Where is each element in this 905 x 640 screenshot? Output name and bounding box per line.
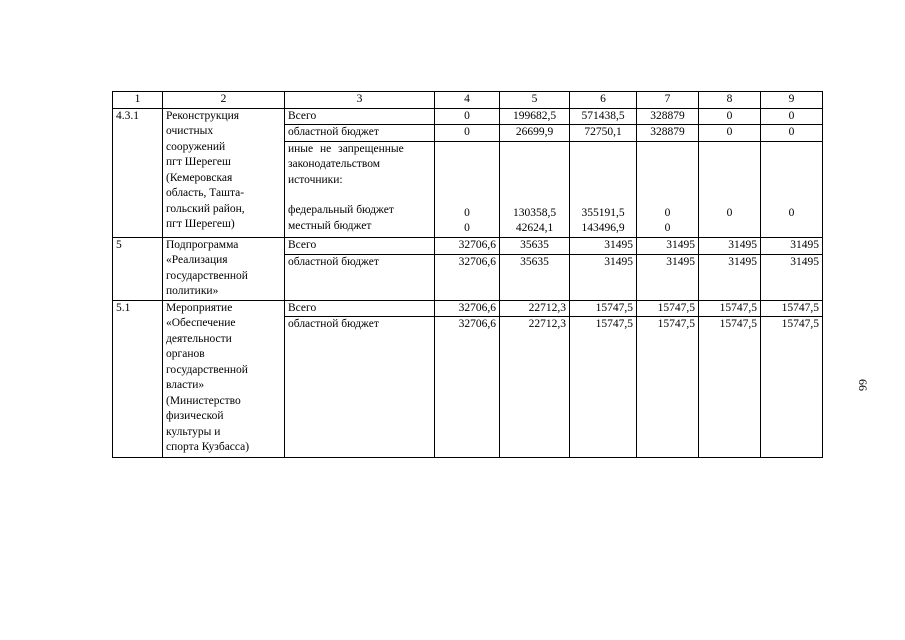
value-cell: 0	[761, 108, 823, 125]
header-cell: 6	[570, 92, 637, 109]
value-cell: 31495	[570, 254, 637, 300]
source-label: Всего	[285, 300, 435, 317]
name-line: государственной	[166, 269, 248, 282]
value-line: 130358,5	[512, 206, 557, 219]
value-cell	[637, 141, 699, 237]
header-cell: 5	[500, 92, 570, 109]
value-cell: 35635	[500, 254, 570, 300]
value-cell: 32706,6	[435, 254, 500, 300]
source-label: областной бюджет	[285, 254, 435, 300]
name-line: «Реализация	[166, 254, 228, 266]
value-line: 143496,9	[581, 222, 625, 234]
value-cell: 15747,5	[637, 300, 699, 317]
value-cell: 31495	[699, 254, 761, 300]
value-cell: 31495	[761, 254, 823, 300]
value-line: 0	[664, 206, 671, 219]
name-line: Подпрограмма	[166, 238, 239, 251]
name-line: деятельности	[166, 332, 232, 345]
value-cell: 15747,5	[699, 317, 761, 458]
value-line: 0	[464, 222, 470, 234]
row-name	[163, 300, 285, 458]
value-cell: 26699,9	[500, 125, 570, 142]
table-row	[113, 108, 823, 125]
name-line: гольский район,	[166, 202, 245, 215]
name-line: политики»	[166, 285, 219, 297]
value-cell: 0	[699, 108, 761, 125]
value-cell: 31495	[637, 237, 699, 254]
name-line: спорта Кузбасса)	[166, 441, 250, 453]
table-row	[113, 300, 823, 317]
header-cell: 3	[285, 92, 435, 109]
value-cell: 15747,5	[637, 317, 699, 458]
table-row	[113, 237, 823, 254]
header-cell: 4	[435, 92, 500, 109]
source-label: областной бюджет	[285, 317, 435, 458]
row-name	[163, 237, 285, 300]
value-cell	[435, 141, 500, 237]
value-cell: 31495	[699, 237, 761, 254]
row-name	[163, 108, 285, 237]
header-cell: 1	[113, 92, 163, 109]
name-line: государственной	[166, 363, 248, 376]
name-line: органов	[166, 348, 205, 360]
name-line: очистных	[166, 125, 214, 137]
name-line: сооружений	[166, 140, 226, 153]
value-line: 0	[464, 206, 470, 219]
name-line: (Кемеровская	[166, 171, 233, 184]
value-cell: 32706,6	[435, 317, 500, 458]
value-cell: 0	[761, 141, 823, 237]
value-cell: 31495	[761, 237, 823, 254]
source-label-line: законодательством	[288, 158, 381, 170]
source-label-line: источники:	[288, 173, 343, 186]
value-cell: 15747,5	[699, 300, 761, 317]
name-line: Реконструкция	[166, 109, 240, 122]
value-cell: 31495	[637, 254, 699, 300]
source-label-line: иные не запрещенные	[288, 142, 404, 155]
value-cell: 0	[435, 108, 500, 125]
source-label: областной бюджет	[285, 125, 435, 142]
value-cell: 22712,3	[500, 300, 570, 317]
header-cell: 9	[761, 92, 823, 109]
source-label-line: федеральный бюджет	[288, 204, 394, 216]
value-cell: 32706,6	[435, 237, 500, 254]
name-line: область, Ташта-	[166, 187, 245, 199]
value-cell: 35635	[500, 237, 570, 254]
value-cell: 31495	[570, 237, 637, 254]
name-line: «Обеспечение	[166, 317, 236, 329]
value-cell: 571438,5	[570, 108, 637, 125]
value-line: 42624,1	[515, 222, 554, 234]
budget-table	[112, 91, 823, 458]
value-cell: 0	[699, 125, 761, 142]
value-cell: 0	[699, 141, 761, 237]
source-label-line: местный бюджет	[288, 219, 372, 232]
value-cell: 22712,3	[500, 317, 570, 458]
source-label: Всего	[285, 237, 435, 254]
row-code: 5	[113, 237, 163, 300]
value-cell: 15747,5	[570, 300, 637, 317]
name-line: власти»	[166, 379, 205, 391]
value-cell: 15747,5	[570, 317, 637, 458]
name-line: культуры и	[166, 425, 221, 438]
name-line: (Министерство	[166, 394, 241, 407]
source-label: Всего	[285, 108, 435, 125]
value-line: 0	[664, 222, 671, 234]
value-cell: 0	[761, 125, 823, 142]
value-cell: 32706,6	[435, 300, 500, 317]
page-number: 66	[856, 379, 870, 391]
value-cell: 72750,1	[570, 125, 637, 142]
name-line: физической	[166, 410, 224, 422]
name-line: пгт Шерегеш)	[166, 218, 235, 230]
value-cell: 328879	[637, 108, 699, 125]
value-cell	[500, 141, 570, 237]
source-label	[285, 141, 435, 237]
value-cell: 15747,5	[761, 300, 823, 317]
header-cell: 8	[699, 92, 761, 109]
name-line: пгт Шерегеш	[166, 156, 231, 168]
value-line: 355191,5	[581, 206, 625, 219]
header-cell: 2	[163, 92, 285, 109]
value-cell: 328879	[637, 125, 699, 142]
header-row	[113, 92, 823, 109]
value-cell	[570, 141, 637, 237]
row-code: 4.3.1	[113, 108, 163, 237]
value-cell: 15747,5	[761, 317, 823, 458]
header-cell: 7	[637, 92, 699, 109]
name-line: Мероприятие	[166, 301, 233, 314]
value-cell: 0	[435, 125, 500, 142]
row-code: 5.1	[113, 300, 163, 458]
value-cell: 199682,5	[500, 108, 570, 125]
